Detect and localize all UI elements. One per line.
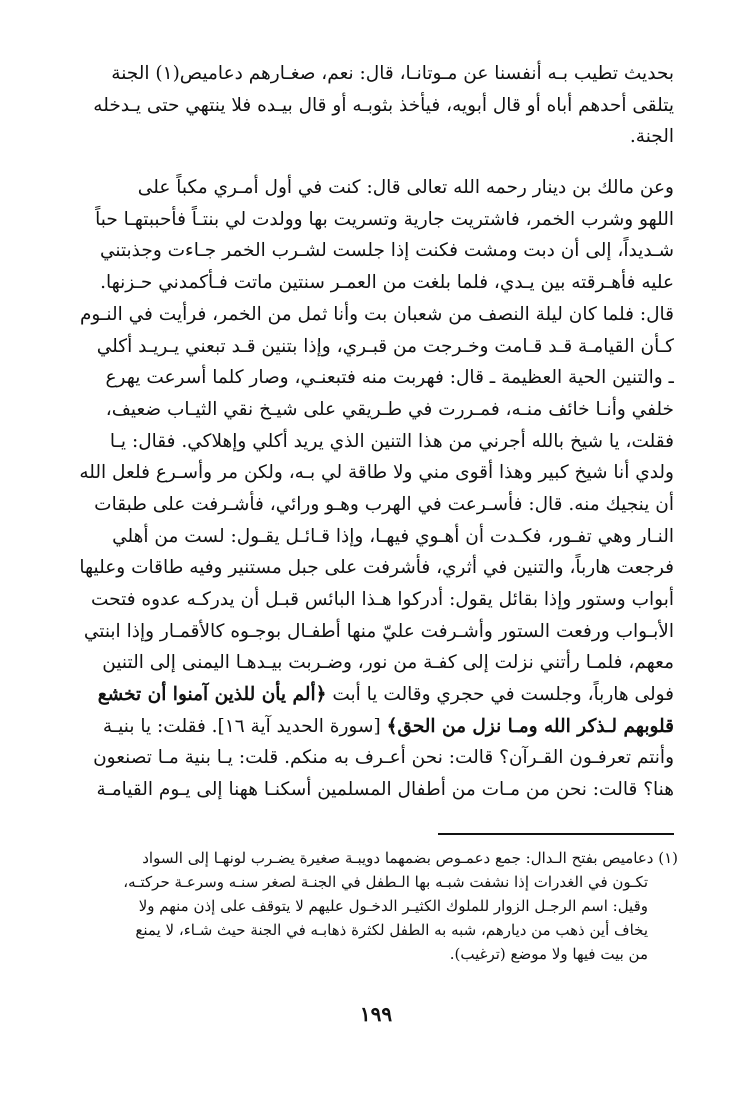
footnote-line: تكـون في الغدرات إذا نشفت شبـه بها الـطفل في الجنـة لصغر سنـه وسرعـة حركتـه، <box>123 873 648 891</box>
text-line: ولدي أنا شيخ كبير وهذا أقوى مني ولا طاقة لي بـه، ولكن مر وأسـرع فلعل الله <box>79 462 674 484</box>
footnote-separator <box>438 833 674 835</box>
text-line: وعن مالك بن دينار رحمه الله تعالى قال: كنت في أول أمـري مكباً على <box>137 177 674 199</box>
footnote-line: من بيت فيها ولا موضع (ترغيب). <box>449 945 648 963</box>
text-line: ـ والتنين الحية العظيمة ـ قال: فهربت منه فتبعنـي، وصار كلما أسرعت يهرع <box>105 367 674 389</box>
text-line: فقلت، يا شيخ بالله أجرني من هذا التنين الذي يريد أكلي وإهلاكي. فقال: يـا <box>109 430 674 452</box>
text-line: الأبـواب ورفعت الستور وأشـرفت عليّ منها أطفـال بوجـوه كالأقمـار وإذا ابنتي <box>83 620 674 642</box>
text-line: بحديث تطيب بـه أنفسنا عن مـوتانـا، قال: نعم، صغـارهم دعاميص(١) الجنة <box>111 63 674 84</box>
text-line: اللهو وشرب الخمر، فاشتريت جارية وتسريت بها وولدت لي بنتـاً فأحببتهـا حباً <box>95 208 674 230</box>
text-line: النـار وهي تفـور، فكـدت أن أهـوي فيهـا، وإذا قـائـل يقـول: لست من أهلي <box>112 525 674 547</box>
text-segment: فولى هارباً، وجلست في حجري وقالت يا أبت <box>326 684 674 706</box>
text-line: شـديداً، إلى أن دبت ومشت فكنت إذا جلست لشـرب الخمر جـاءت وجذبتني <box>99 240 674 262</box>
text-line: هنا؟ قالت: نحن من مـات من أطفال المسلمين أسكنـا ههنا إلى يـوم القيامـة <box>96 779 674 801</box>
page-number: ١٩٩ <box>359 1002 393 1026</box>
text-line: أبواب وستور وإذا بقائل يقول: أدركوا هـذا البائس قبـل أن يدركـه عدوه فتحت <box>91 589 674 610</box>
text-line: معهم، فلمـا رأتني نزلت إلى كفـة من نور، وضـربت بيـدهـا اليمنى إلى التنين <box>102 652 674 674</box>
text-line: يتلقى أحدهم أباه أو قال أبويه، فيأخذ بثوبـه أو قال بيـده فلا ينتهي حتى يـدخله <box>93 94 674 116</box>
text-line: وأنتم تعرفـون القـرآن؟ قالت: نحن أعـرف به منكم. قلت: يـا بنية مـا تصنعون <box>93 747 674 769</box>
text-line: أن ينجيك منه. قال: فأسـرعت في الهرب وهـو ورائي، فأشـرفت على طبقات <box>94 493 674 515</box>
footnote-line: (١) دعاميص بفتح الـدال: جمع دعمـوص بضمهما دويبـة صغيرة يضـرب لونهـا إلى السواد <box>142 849 678 867</box>
footnote-line: وقيل: اسم الرجـل الزوار للملوك الكثيـر الدخـول عليهم لا يتوقف على إذن منهم ولا <box>138 897 648 915</box>
text-line: فرجعت هارباً، والتنين في أثري، فأشرفت على جبل مستنير وفيه طاقات وعليها <box>79 557 674 579</box>
paragraph-gap <box>78 153 674 172</box>
text-line: الجنة. <box>629 126 674 148</box>
text-segment: [سورة الحديد آية ١٦]. فقلت: يا بنيـة <box>102 715 387 737</box>
text-line: خلفي وأنـا خائف منـه، فمـررت في طـريقي على شيـخ نقي الثيـاب ضعيف، <box>105 398 674 420</box>
text-line: كـأن القيامـة قـد قـامت وخـرجت من قبـري، وإذا بتنين قـد تبعني يـريـد أكلي <box>96 335 674 357</box>
text-line: قال: فلما كان ليلة النصف من شعبان بت وأنا ثمل من الخمر، فرأيت في النـوم <box>79 303 674 325</box>
quran-verse: قلوبهم لـذكر الله ومـا نزل من الحق﴾ <box>386 715 674 737</box>
text-line-with-verse <box>78 711 674 743</box>
text-line-with-verse <box>78 679 674 711</box>
quran-verse: ﴿ألم يأن للذين آمنوا أن تخشع <box>97 684 327 706</box>
main-text <box>78 58 674 806</box>
text-line: عليه فأهـرقته بين يـدي، فلما بلغت من العمـر سنتين ماتت فـأكمدني حـزنها. <box>100 272 674 294</box>
footnotes <box>78 846 678 966</box>
footnote-line: يخاف أين ذهب من ديارهم، شبه به الطفل لكثرة ذهابـه في الجنة حيث شـاء، لا يمنع <box>135 921 648 939</box>
